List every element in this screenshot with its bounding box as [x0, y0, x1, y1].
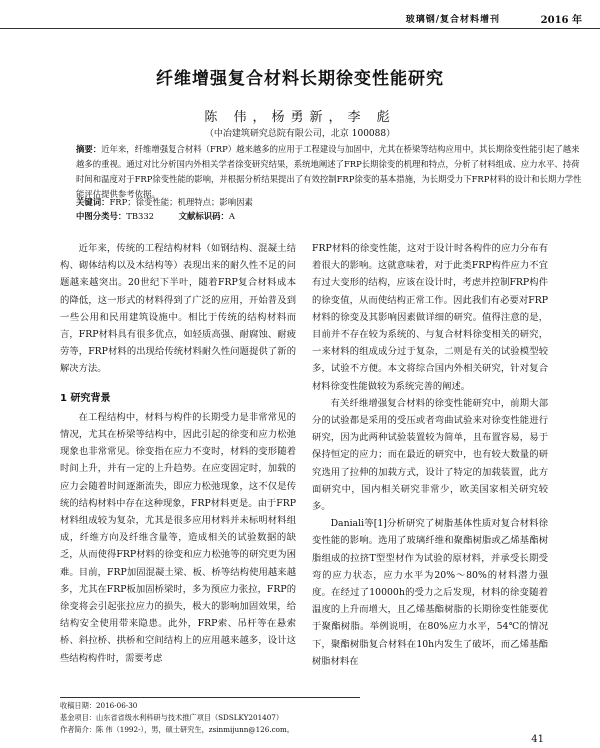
- running-header: [0, 10, 600, 29]
- fund-info: 基金项目：山东省省级水利科研与技术推广项目（SDSLKY201407）: [60, 713, 284, 722]
- journal-name: 玻璃钢/复合材料增刊: [405, 15, 500, 25]
- keywords-text: FRP；徐变性能；机理特点；影响因素: [109, 197, 253, 207]
- section-1-heading: 1 研究背景: [60, 392, 111, 404]
- right-column: [312, 240, 548, 670]
- paper-title: 纤维增强复合材料长期徐变性能研究: [156, 69, 444, 89]
- section-1-paragraph: 在工程结构中，材料与构件的长期受力是非常常见的情况，尤其在桥梁等结构中，因此引起的徐变和应力松弛现象也非常常见。徐变指在应力不变时，材料的变形随着时间上升，并有一定的上升趋势。在应变固定时，加载的应力会随着时间逐渐流失，即应力松弛现象，这不仅是传统的结构材料中存在这种现象，FRP材料更是。由于FRP材料组成较为复杂，尤其是很多应用材料并未标明材料组成，纤维方向及纤维含量等，造成相关的试验数据的缺乏，从而使得FRP材料的徐变和应力松弛等的研究更为困难。目前，FRP加固混凝土梁、板、桥等结构使用越来越多，尤其在FRP板加固桥梁时，多为预应力张拉，FRP的徐变将会引起张拉应力的损失，极大的影响加固效果，给结构安全使用带来隐患。此外，FRP索、吊杆等在悬索桥、斜拉桥、拱桥和空间结构上的应用越来越多，设计这些结构构件时，需要考虑: [60, 411, 296, 664]
- authors: 陈 伟，杨勇新，李 彪: [204, 110, 396, 125]
- paragraph-3: Daniali等[1]分析研究了树脂基体性质对复合材料徐变性能的影响。选用了玻璃纤维和聚酯树脂或乙烯基酯树脂组成的拉挤T型型材作为试验的原材料，并承受长期受弯的应力状态，应力水平为20%～80%的材料潜力强度。在经过了10000h的受力之后发现，材料的徐变随着温度的上升而增大，且乙烯基酯树脂的长期徐变性能要优于聚酯树脂。举例说明，在80%应力水平，54℃的情况下，聚酯树脂复合材料在10h内发生了破坏，而乙烯基酯树脂材料在: [312, 518, 548, 667]
- document-code: 文献标识码：A: [178, 211, 235, 221]
- keywords: [76, 196, 253, 208]
- journal-year: 2016 年: [540, 15, 582, 26]
- paragraph-2: 有关纤维增强复合材料的徐变性能研究中，前期大部分的试验都是采用的受压或者弯曲试验来对徐变性能进行研究，因为此两种试验装置较为简单，且布置容易，易于保持恒定的应力；而在最近的研究中，也有较大数量的研究选用了拉伸的加载方式，设计了特定的加载装置，此方面研究中，国内相关研究非常少，欧美国家相关研究较多。: [312, 397, 548, 513]
- keywords-label: 关键词：: [76, 197, 110, 207]
- clc-number: 中图分类号：TB332: [76, 211, 154, 221]
- abstract-text: 近年来，纤维增强复合材料（FRP）越来越多的应用于工程建设与加固中，尤其在桥梁等结构应用中，其长期徐变性能引起了越来越多的重视。通过对比分析国内外相关学者徐变研究结果，系统地阐述了FRP长期徐变的机理和特点，分析了材料组成、应力水平、持荷时间和温度对于FRP徐变性能的影响，并根据分析结果提出了有效控制FRP徐变的基本措施，为长期受力下FRP材料的设计和长期力学性能评估提供参考依据。: [76, 144, 582, 199]
- page-number: 41: [531, 734, 544, 745]
- received-date: 收稿日期：2016-06-30: [60, 701, 138, 710]
- affiliation: （中冶建筑研究总院有限公司，北京 100088）: [204, 129, 396, 139]
- left-column: [60, 240, 296, 667]
- author-info: 作者简介：陈 伟（1992-），男，硕士研究生，zsinmijunn@126.com。: [60, 725, 294, 734]
- continued-paragraph: FRP材料的徐变性能，这对于设计时各构件的应力分布有着很大的影响。这就意味着，对于此类FRP构件应力不宜有过大变形的结构，应该在设计时，考虑并控制FRP构件的徐变值，从而使结构正常工作。因此我们有必要对FRP材料的徐变及其影响因素做详细的研究。值得注意的是，目前并不存在较为系统的、与复合材料徐变相关的研究，一来材料的组成成分过于复杂，二则是有关的试验模型较多，试验不方便。本文将综合国内外相关研究，针对复合材料徐变性能做较为系统完善的阐述。: [312, 243, 548, 392]
- footnote: [60, 697, 360, 736]
- abstract: [76, 142, 584, 202]
- abstract-label: 摘要：: [76, 144, 102, 154]
- classification: [76, 210, 257, 222]
- intro-paragraph: 近年来，传统的工程结构材料（如钢结构、混凝土结构、砌体结构以及木结构等）表现出来的耐久性不足的问题越来越突出。20世纪下半叶，随着FRP复合材料成本的降低，这一形式的材料得到了广泛的应用，开始普及到一些公用和民用建筑设施中。相比于传统的结构材料而言，FRP材料具有很多优点，如轻质高强、耐腐蚀、耐疲劳等，FRP材料的出现给传统材料耐久性问题提供了新的解决方法。: [60, 243, 296, 375]
